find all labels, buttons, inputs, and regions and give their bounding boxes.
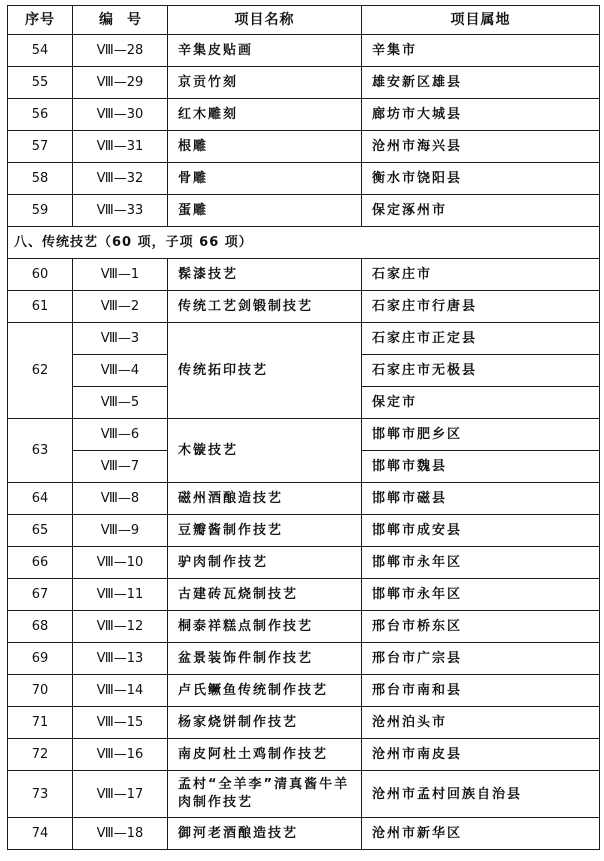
cell-place: 石家庄市行唐县 <box>362 291 600 323</box>
cell-place: 沧州市新华区 <box>362 818 600 850</box>
cell-seq: 68 <box>8 611 73 643</box>
cell-name: 蛋雕 <box>168 195 362 227</box>
cell-name: 孟村“全羊李”清真酱牛羊肉制作技艺 <box>168 771 362 818</box>
heritage-table <box>7 5 600 850</box>
cell-name: 京贡竹刻 <box>168 67 362 99</box>
cell-seq: 61 <box>8 291 73 323</box>
section-row <box>8 227 600 259</box>
table-row <box>8 67 600 99</box>
cell-place: 石家庄市正定县 <box>362 323 600 355</box>
table-row <box>8 419 600 451</box>
table-row <box>8 35 600 67</box>
cell-place: 邯郸市成安县 <box>362 515 600 547</box>
cell-seq: 63 <box>8 419 73 483</box>
cell-place: 辛集市 <box>362 35 600 67</box>
cell-code: Ⅷ—32 <box>73 163 168 195</box>
cell-name: 御河老酒酿造技艺 <box>168 818 362 850</box>
table-row <box>8 739 600 771</box>
cell-seq: 59 <box>8 195 73 227</box>
cell-name: 古建砖瓦烧制技艺 <box>168 579 362 611</box>
cell-code: Ⅷ—2 <box>73 291 168 323</box>
cell-name: 驴肉制作技艺 <box>168 547 362 579</box>
table-row <box>8 195 600 227</box>
cell-seq: 72 <box>8 739 73 771</box>
header-code: 编号 <box>73 6 168 35</box>
cell-seq: 69 <box>8 643 73 675</box>
cell-place: 沧州市南皮县 <box>362 739 600 771</box>
cell-seq: 54 <box>8 35 73 67</box>
cell-place: 沧州市孟村回族自治县 <box>362 771 600 818</box>
cell-seq: 58 <box>8 163 73 195</box>
cell-code: Ⅷ—15 <box>73 707 168 739</box>
cell-name: 卢氏鳜鱼传统制作技艺 <box>168 675 362 707</box>
cell-seq: 74 <box>8 818 73 850</box>
cell-name: 杨家烧饼制作技艺 <box>168 707 362 739</box>
cell-name: 豆瓣酱制作技艺 <box>168 515 362 547</box>
table-row <box>8 579 600 611</box>
section-title: 八、传统技艺（60 项，子项 66 项） <box>8 227 600 259</box>
cell-seq: 56 <box>8 99 73 131</box>
cell-seq: 55 <box>8 67 73 99</box>
cell-place: 邯郸市磁县 <box>362 483 600 515</box>
table-row <box>8 291 600 323</box>
cell-code: Ⅷ—9 <box>73 515 168 547</box>
cell-name: 桐泰祥糕点制作技艺 <box>168 611 362 643</box>
header-row <box>8 6 600 35</box>
cell-place: 邯郸市肥乡区 <box>362 419 600 451</box>
cell-code: Ⅷ—33 <box>73 195 168 227</box>
table-row <box>8 643 600 675</box>
cell-name: 南皮阿杜土鸡制作技艺 <box>168 739 362 771</box>
cell-seq: 67 <box>8 579 73 611</box>
cell-place: 沧州市海兴县 <box>362 131 600 163</box>
cell-seq: 62 <box>8 323 73 419</box>
cell-seq: 73 <box>8 771 73 818</box>
cell-code: Ⅷ—13 <box>73 643 168 675</box>
cell-name: 辛集皮贴画 <box>168 35 362 67</box>
cell-place: 邯郸市永年区 <box>362 579 600 611</box>
cell-code: Ⅷ—31 <box>73 131 168 163</box>
cell-place: 邯郸市魏县 <box>362 451 600 483</box>
header-place: 项目属地 <box>362 6 600 35</box>
cell-seq: 57 <box>8 131 73 163</box>
table-row <box>8 259 600 291</box>
cell-code: Ⅷ—4 <box>73 355 168 387</box>
cell-name: 红木雕刻 <box>168 99 362 131</box>
cell-name: 传统拓印技艺 <box>168 323 362 419</box>
cell-code: Ⅷ—7 <box>73 451 168 483</box>
cell-name: 传统工艺剑锻制技艺 <box>168 291 362 323</box>
table-row <box>8 611 600 643</box>
table-row <box>8 771 600 818</box>
cell-code: Ⅷ—6 <box>73 419 168 451</box>
cell-name: 骨雕 <box>168 163 362 195</box>
table-row <box>8 547 600 579</box>
cell-place: 石家庄市无极县 <box>362 355 600 387</box>
table-row <box>8 818 600 850</box>
cell-code: Ⅷ—8 <box>73 483 168 515</box>
cell-code: Ⅷ—29 <box>73 67 168 99</box>
table-row <box>8 131 600 163</box>
table-row <box>8 163 600 195</box>
cell-code: Ⅷ—10 <box>73 547 168 579</box>
cell-place: 沧州泊头市 <box>362 707 600 739</box>
table-row <box>8 99 600 131</box>
cell-code: Ⅷ—28 <box>73 35 168 67</box>
cell-code: Ⅷ—14 <box>73 675 168 707</box>
header-seq: 序号 <box>8 6 73 35</box>
cell-seq: 66 <box>8 547 73 579</box>
cell-seq: 64 <box>8 483 73 515</box>
cell-seq: 71 <box>8 707 73 739</box>
cell-name: 磁州酒酿造技艺 <box>168 483 362 515</box>
cell-code: Ⅷ—16 <box>73 739 168 771</box>
table-row <box>8 707 600 739</box>
cell-place: 邢台市桥东区 <box>362 611 600 643</box>
header-name: 项目名称 <box>168 6 362 35</box>
cell-place: 邢台市广宗县 <box>362 643 600 675</box>
cell-name: 根雕 <box>168 131 362 163</box>
cell-code: Ⅷ—18 <box>73 818 168 850</box>
table-row <box>8 675 600 707</box>
cell-place: 石家庄市 <box>362 259 600 291</box>
cell-seq: 70 <box>8 675 73 707</box>
cell-place: 邢台市南和县 <box>362 675 600 707</box>
cell-place: 保定涿州市 <box>362 195 600 227</box>
table-row <box>8 483 600 515</box>
cell-code: Ⅷ—12 <box>73 611 168 643</box>
cell-place: 保定市 <box>362 387 600 419</box>
cell-place: 邯郸市永年区 <box>362 547 600 579</box>
cell-code: Ⅷ—30 <box>73 99 168 131</box>
cell-name: 木镟技艺 <box>168 419 362 483</box>
cell-code: Ⅷ—5 <box>73 387 168 419</box>
cell-name: 盆景装饰件制作技艺 <box>168 643 362 675</box>
cell-name: 髹漆技艺 <box>168 259 362 291</box>
cell-seq: 65 <box>8 515 73 547</box>
table-row <box>8 515 600 547</box>
cell-place: 雄安新区雄县 <box>362 67 600 99</box>
cell-place: 廊坊市大城县 <box>362 99 600 131</box>
cell-seq: 60 <box>8 259 73 291</box>
cell-code: Ⅷ—1 <box>73 259 168 291</box>
cell-code: Ⅷ—3 <box>73 323 168 355</box>
table-row <box>8 323 600 355</box>
cell-place: 衡水市饶阳县 <box>362 163 600 195</box>
cell-code: Ⅷ—17 <box>73 771 168 818</box>
cell-code: Ⅷ—11 <box>73 579 168 611</box>
